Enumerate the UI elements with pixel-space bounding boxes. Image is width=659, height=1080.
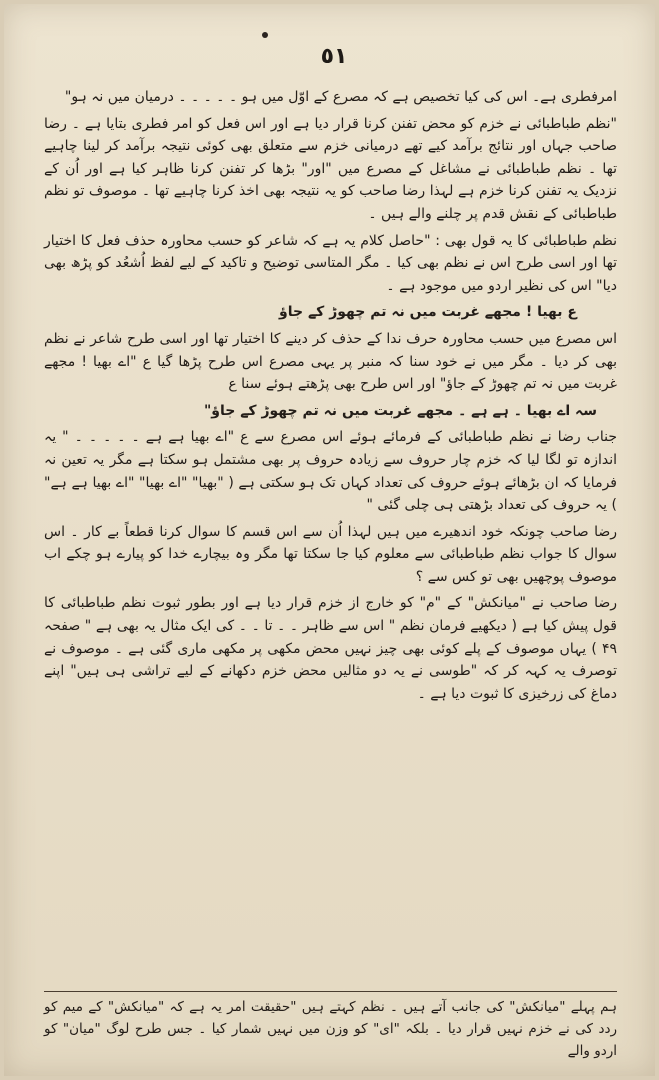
paragraph-7: رضا صاحب نے "میانکش" کے "م" کو خارج از خزم قرار دیا ہے اور بطور ثبوت نظم طباطبائی کا قول پیش کیا ہے ( دیکھیے فرمان نظم " اس سے ظاہر ۔ ۔ تا ۔ ۔ کی ایک مثال یہ بھی ہے " صفحہ ۴۹ ) یہاں موصوف کے پلے کوئی بھی چیز نہیں محض مکھی پر مکھی ماری گئی ہے ۔ موصوف نے توصرف یہ کہہ کر کہ "طوسی نے یہ دو مثالیں محض خزم دکھانے کے لیے تراشی ہی ہیں" اپنے دماغ کی زرخیزی کا ثبوت دیا ہے ۔ [44, 595, 617, 702]
ink-dot [262, 32, 268, 38]
verse-2: سہ اے بھیا ۔ ہے ہے ۔ مجھے غربت میں نہ تم چھوڑ کے جاؤ" [204, 402, 597, 419]
page-number: ٥١ [320, 44, 348, 69]
paragraph-3: نظم طباطبائی کا یہ قول بھی : "حاصل کلام یہ ہے کہ شاعر کو حسب محاورہ حذف فعل کا اختیار تھا اور اسی طرح اس نے نظم بھی کیا ۔ مگر المتاسی توضیح و تاکید کے لیے لفظ اُشعُد کو پڑھ بھی دیا" اس کی نظیر اردو میں موجود ہے ۔ [44, 232, 617, 294]
book-page [4, 4, 655, 1076]
paragraph-6: رضا صاحب چونکہ خود اندھیرے میں ہیں لہذا اُن سے اس قسم کا سوال کرنا قطعاً بے کار ۔ اس سوال کا جواب نظم طباطبائی سے معلوم کیا جا سکتا تھا مگر وہ بیچارے خدا کو پیارے ہو چکے اب موصوف پوچھیں بھی تو کس سے ؟ [44, 523, 617, 585]
paragraph-4: اس مصرع میں حسب محاورہ حرف ندا کے حذف کر دینے کا اختیار تھا اور اسی طرح شاعر نے نظم بھی کر دیا ۔ مگر میں نے خود سنا کہ منبر پر یہی مصرع اس طرح پڑھا گیا ع "اے بھیا ! مجھے غربت میں نہ تم چھوڑ کے جاؤ" اور اس طرح بھی پڑھتے ہوئے سنا ع [44, 330, 617, 393]
body-text [44, 86, 617, 1056]
paragraph-2: "نظم طباطبائی نے خزم کو محض تفنن کرنا قرار دیا ہے اور اس فعل کو امر فطری بتایا ہے ۔ رضا صاحب جہاں اور نتائج برآمد کیے تھے درمیانی خزم سے متعلق بھی کوئی نتیجہ برآمد کر لینا چاہیے تھا ۔ نظم طباطبائی نے مشاغل کے مصرع میں "اور" بڑھا کر تفنن کرنا ظاہر کیا ہے اور اُن کے نزدیک یہ تفنن کرنا خزم ہے لہذا رضا صاحب کو یہ نتیجہ بھی اخذ کرنا چاہیے تھا ۔ موصوف تو نظم طباطبائی کے نقش قدم پر چلنے والے ہیں ۔ [44, 115, 617, 222]
footnote: ہم پہلے "میانکش" کی جانب آتے ہیں ۔ نظم کہتے ہیں "حقیقت امر یہ ہے کہ "میانکش" کے میم کو ردد کی نے خزم نہیں قرار دیا ۔ بلکہ "ای" کو وزن میں نہیں شمار کیا ۔ جس طرح لوگ "میان" کو اردو والے [44, 991, 617, 1062]
verse-1: ع بھیا ! مجھے غربت میں نہ تم چھوڑ کے جاؤ [279, 304, 577, 321]
paragraph-5: جناب رضا نے نظم طباطبائی کے فرمائے ہوئے اس مصرع سے ع "اے بھیا ہے ہے ۔ ۔ ۔ ۔ ۔ " یہ اندازہ تو لگا لیا کہ خزم چار حروف سے زیادہ حروف پر بھی مشتمل ہو سکتا ہے مگر یہ تعین نہ فرمایا کہ ان بڑھائے ہوئے حروف کی تعداد کہاں تک ہو سکتی ہے ( "بھیا" "اے بھیا" "اے بھیا ہے ہے" ) یہ حروف کی تعداد بڑھتی ہی چلی گئی " [44, 429, 617, 514]
paragraph-1: امرفطری ہے۔ اس کی کیا تخصیص ہے کہ مصرع کے اوّل میں ہو ۔ ۔ ۔ ۔ ۔ درمیان میں نہ ہو" [64, 89, 617, 105]
